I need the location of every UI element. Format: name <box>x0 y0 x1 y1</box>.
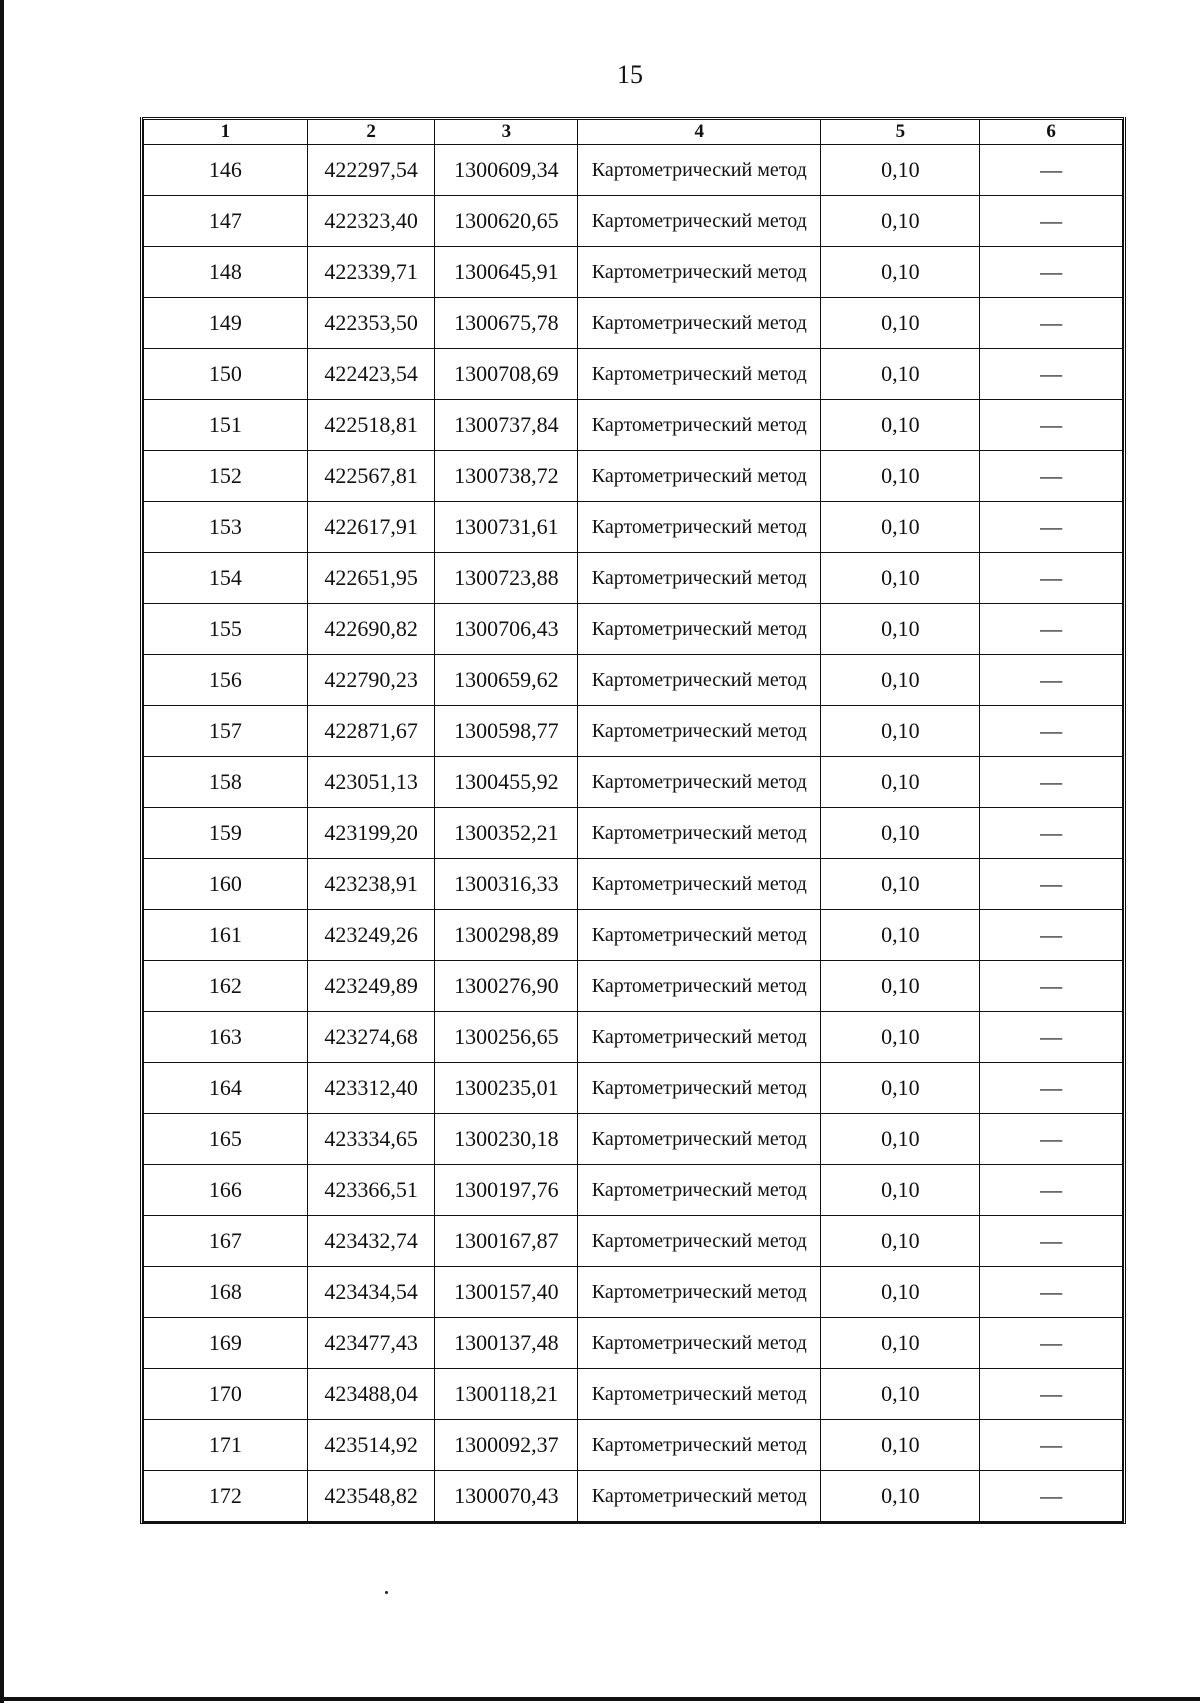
scan-edge-left <box>0 0 4 1703</box>
x-coordinate-cell: 423514,92 <box>307 1420 435 1471</box>
method-cell: Картометрический метод <box>578 1369 821 1420</box>
method-cell: Картометрический метод <box>578 1420 821 1471</box>
note-cell: — <box>980 961 1123 1012</box>
table-body <box>144 145 1123 1522</box>
x-coordinate-cell: 422423,54 <box>307 349 435 400</box>
table-row <box>144 1318 1123 1369</box>
y-coordinate-cell: 1300737,84 <box>435 400 578 451</box>
point-number-cell: 164 <box>144 1063 308 1114</box>
x-coordinate-cell: 423312,40 <box>307 1063 435 1114</box>
accuracy-cell: 0,10 <box>821 451 980 502</box>
column-header-6: 6 <box>980 119 1123 145</box>
accuracy-cell: 0,10 <box>821 298 980 349</box>
scan-speck <box>385 1591 388 1594</box>
y-coordinate-cell: 1300137,48 <box>435 1318 578 1369</box>
y-coordinate-cell: 1300455,92 <box>435 757 578 808</box>
note-cell: — <box>980 400 1123 451</box>
point-number-cell: 163 <box>144 1012 308 1063</box>
y-coordinate-cell: 1300620,65 <box>435 196 578 247</box>
x-coordinate-cell: 422651,95 <box>307 553 435 604</box>
column-header-4: 4 <box>578 119 821 145</box>
note-cell: — <box>980 910 1123 961</box>
note-cell: — <box>980 757 1123 808</box>
accuracy-cell: 0,10 <box>821 1369 980 1420</box>
method-cell: Картометрический метод <box>578 247 821 298</box>
table-row <box>144 145 1123 196</box>
y-coordinate-cell: 1300298,89 <box>435 910 578 961</box>
y-coordinate-cell: 1300352,21 <box>435 808 578 859</box>
y-coordinate-cell: 1300118,21 <box>435 1369 578 1420</box>
accuracy-cell: 0,10 <box>821 1114 980 1165</box>
accuracy-cell: 0,10 <box>821 961 980 1012</box>
y-coordinate-cell: 1300167,87 <box>435 1216 578 1267</box>
x-coordinate-cell: 422297,54 <box>307 145 435 196</box>
table-row <box>144 1114 1123 1165</box>
x-coordinate-cell: 422790,23 <box>307 655 435 706</box>
accuracy-cell: 0,10 <box>821 1012 980 1063</box>
x-coordinate-cell: 423249,26 <box>307 910 435 961</box>
point-number-cell: 150 <box>144 349 308 400</box>
method-cell: Картометрический метод <box>578 451 821 502</box>
point-number-cell: 168 <box>144 1267 308 1318</box>
accuracy-cell: 0,10 <box>821 145 980 196</box>
x-coordinate-cell: 423432,74 <box>307 1216 435 1267</box>
note-cell: — <box>980 1471 1123 1522</box>
note-cell: — <box>980 1063 1123 1114</box>
method-cell: Картометрический метод <box>578 604 821 655</box>
accuracy-cell: 0,10 <box>821 1318 980 1369</box>
point-number-cell: 156 <box>144 655 308 706</box>
method-cell: Картометрический метод <box>578 1471 821 1522</box>
y-coordinate-cell: 1300157,40 <box>435 1267 578 1318</box>
accuracy-cell: 0,10 <box>821 808 980 859</box>
note-cell: — <box>980 247 1123 298</box>
point-number-cell: 149 <box>144 298 308 349</box>
note-cell: — <box>980 1216 1123 1267</box>
point-number-cell: 161 <box>144 910 308 961</box>
coordinates-table <box>140 117 1126 1524</box>
table-row <box>144 400 1123 451</box>
note-cell: — <box>980 1420 1123 1471</box>
note-cell: — <box>980 451 1123 502</box>
point-number-cell: 154 <box>144 553 308 604</box>
x-coordinate-cell: 423334,65 <box>307 1114 435 1165</box>
note-cell: — <box>980 1012 1123 1063</box>
accuracy-cell: 0,10 <box>821 757 980 808</box>
table-row <box>144 451 1123 502</box>
table-row <box>144 604 1123 655</box>
note-cell: — <box>980 298 1123 349</box>
method-cell: Картометрический метод <box>578 1318 821 1369</box>
point-number-cell: 171 <box>144 1420 308 1471</box>
note-cell: — <box>980 1165 1123 1216</box>
note-cell: — <box>980 808 1123 859</box>
table-row <box>144 298 1123 349</box>
accuracy-cell: 0,10 <box>821 910 980 961</box>
table-row <box>144 247 1123 298</box>
x-coordinate-cell: 423434,54 <box>307 1267 435 1318</box>
table-row <box>144 961 1123 1012</box>
y-coordinate-cell: 1300731,61 <box>435 502 578 553</box>
point-number-cell: 169 <box>144 1318 308 1369</box>
table-row <box>144 757 1123 808</box>
method-cell: Картометрический метод <box>578 961 821 1012</box>
y-coordinate-cell: 1300070,43 <box>435 1471 578 1522</box>
accuracy-cell: 0,10 <box>821 859 980 910</box>
note-cell: — <box>980 706 1123 757</box>
method-cell: Картометрический метод <box>578 502 821 553</box>
table-row <box>144 502 1123 553</box>
page-number: 15 <box>617 60 643 89</box>
point-number-cell: 159 <box>144 808 308 859</box>
method-cell: Картометрический метод <box>578 1267 821 1318</box>
y-coordinate-cell: 1300276,90 <box>435 961 578 1012</box>
x-coordinate-cell: 422690,82 <box>307 604 435 655</box>
method-cell: Картометрический метод <box>578 1012 821 1063</box>
column-header-1: 1 <box>144 119 308 145</box>
point-number-cell: 162 <box>144 961 308 1012</box>
point-number-cell: 153 <box>144 502 308 553</box>
accuracy-cell: 0,10 <box>821 349 980 400</box>
y-coordinate-cell: 1300256,65 <box>435 1012 578 1063</box>
table-row <box>144 1267 1123 1318</box>
y-coordinate-cell: 1300197,76 <box>435 1165 578 1216</box>
y-coordinate-cell: 1300675,78 <box>435 298 578 349</box>
point-number-cell: 158 <box>144 757 308 808</box>
table-row <box>144 196 1123 247</box>
point-number-cell: 155 <box>144 604 308 655</box>
method-cell: Картометрический метод <box>578 706 821 757</box>
method-cell: Картометрический метод <box>578 655 821 706</box>
note-cell: — <box>980 1318 1123 1369</box>
note-cell: — <box>980 1114 1123 1165</box>
x-coordinate-cell: 423366,51 <box>307 1165 435 1216</box>
accuracy-cell: 0,10 <box>821 1471 980 1522</box>
column-header-5: 5 <box>821 119 980 145</box>
accuracy-cell: 0,10 <box>821 196 980 247</box>
accuracy-cell: 0,10 <box>821 604 980 655</box>
method-cell: Картометрический метод <box>578 1216 821 1267</box>
point-number-cell: 151 <box>144 400 308 451</box>
note-cell: — <box>980 1369 1123 1420</box>
table-row <box>144 655 1123 706</box>
table-row <box>144 553 1123 604</box>
y-coordinate-cell: 1300092,37 <box>435 1420 578 1471</box>
table-row <box>144 1063 1123 1114</box>
accuracy-cell: 0,10 <box>821 1420 980 1471</box>
y-coordinate-cell: 1300230,18 <box>435 1114 578 1165</box>
table-row <box>144 1012 1123 1063</box>
method-cell: Картометрический метод <box>578 859 821 910</box>
accuracy-cell: 0,10 <box>821 1165 980 1216</box>
method-cell: Картометрический метод <box>578 910 821 961</box>
table-row <box>144 808 1123 859</box>
x-coordinate-cell: 423488,04 <box>307 1369 435 1420</box>
note-cell: — <box>980 145 1123 196</box>
x-coordinate-cell: 423199,20 <box>307 808 435 859</box>
x-coordinate-cell: 423548,82 <box>307 1471 435 1522</box>
x-coordinate-cell: 423238,91 <box>307 859 435 910</box>
table-row <box>144 1165 1123 1216</box>
point-number-cell: 167 <box>144 1216 308 1267</box>
method-cell: Картометрический метод <box>578 808 821 859</box>
note-cell: — <box>980 859 1123 910</box>
accuracy-cell: 0,10 <box>821 1267 980 1318</box>
note-cell: — <box>980 349 1123 400</box>
x-coordinate-cell: 423274,68 <box>307 1012 435 1063</box>
accuracy-cell: 0,10 <box>821 1063 980 1114</box>
point-number-cell: 146 <box>144 145 308 196</box>
table-row <box>144 910 1123 961</box>
x-coordinate-cell: 422339,71 <box>307 247 435 298</box>
note-cell: — <box>980 196 1123 247</box>
point-number-cell: 172 <box>144 1471 308 1522</box>
column-header-2: 2 <box>307 119 435 145</box>
point-number-cell: 152 <box>144 451 308 502</box>
y-coordinate-cell: 1300235,01 <box>435 1063 578 1114</box>
method-cell: Картометрический метод <box>578 400 821 451</box>
note-cell: — <box>980 553 1123 604</box>
method-cell: Картометрический метод <box>578 757 821 808</box>
point-number-cell: 148 <box>144 247 308 298</box>
note-cell: — <box>980 1267 1123 1318</box>
method-cell: Картометрический метод <box>578 553 821 604</box>
point-number-cell: 165 <box>144 1114 308 1165</box>
table-row <box>144 1369 1123 1420</box>
point-number-cell: 166 <box>144 1165 308 1216</box>
method-cell: Картометрический метод <box>578 196 821 247</box>
note-cell: — <box>980 604 1123 655</box>
accuracy-cell: 0,10 <box>821 502 980 553</box>
table-row <box>144 1471 1123 1522</box>
table-header-row <box>144 119 1123 145</box>
method-cell: Картометрический метод <box>578 349 821 400</box>
x-coordinate-cell: 423477,43 <box>307 1318 435 1369</box>
column-header-3: 3 <box>435 119 578 145</box>
y-coordinate-cell: 1300609,34 <box>435 145 578 196</box>
accuracy-cell: 0,10 <box>821 247 980 298</box>
accuracy-cell: 0,10 <box>821 1216 980 1267</box>
y-coordinate-cell: 1300706,43 <box>435 604 578 655</box>
table-row <box>144 859 1123 910</box>
point-number-cell: 147 <box>144 196 308 247</box>
point-number-cell: 160 <box>144 859 308 910</box>
accuracy-cell: 0,10 <box>821 553 980 604</box>
y-coordinate-cell: 1300659,62 <box>435 655 578 706</box>
y-coordinate-cell: 1300708,69 <box>435 349 578 400</box>
x-coordinate-cell: 423249,89 <box>307 961 435 1012</box>
note-cell: — <box>980 502 1123 553</box>
x-coordinate-cell: 422518,81 <box>307 400 435 451</box>
table-row <box>144 706 1123 757</box>
point-number-cell: 170 <box>144 1369 308 1420</box>
note-cell: — <box>980 655 1123 706</box>
method-cell: Картометрический метод <box>578 298 821 349</box>
y-coordinate-cell: 1300738,72 <box>435 451 578 502</box>
point-number-cell: 157 <box>144 706 308 757</box>
y-coordinate-cell: 1300723,88 <box>435 553 578 604</box>
method-cell: Картометрический метод <box>578 1063 821 1114</box>
y-coordinate-cell: 1300316,33 <box>435 859 578 910</box>
scan-edge-bottom <box>0 1697 1200 1701</box>
y-coordinate-cell: 1300645,91 <box>435 247 578 298</box>
method-cell: Картометрический метод <box>578 145 821 196</box>
accuracy-cell: 0,10 <box>821 400 980 451</box>
accuracy-cell: 0,10 <box>821 706 980 757</box>
table-row <box>144 1216 1123 1267</box>
table-row <box>144 349 1123 400</box>
method-cell: Картометрический метод <box>578 1114 821 1165</box>
table-row <box>144 1420 1123 1471</box>
y-coordinate-cell: 1300598,77 <box>435 706 578 757</box>
x-coordinate-cell: 422617,91 <box>307 502 435 553</box>
x-coordinate-cell: 422323,40 <box>307 196 435 247</box>
x-coordinate-cell: 423051,13 <box>307 757 435 808</box>
x-coordinate-cell: 422353,50 <box>307 298 435 349</box>
x-coordinate-cell: 422871,67 <box>307 706 435 757</box>
method-cell: Картометрический метод <box>578 1165 821 1216</box>
x-coordinate-cell: 422567,81 <box>307 451 435 502</box>
accuracy-cell: 0,10 <box>821 655 980 706</box>
